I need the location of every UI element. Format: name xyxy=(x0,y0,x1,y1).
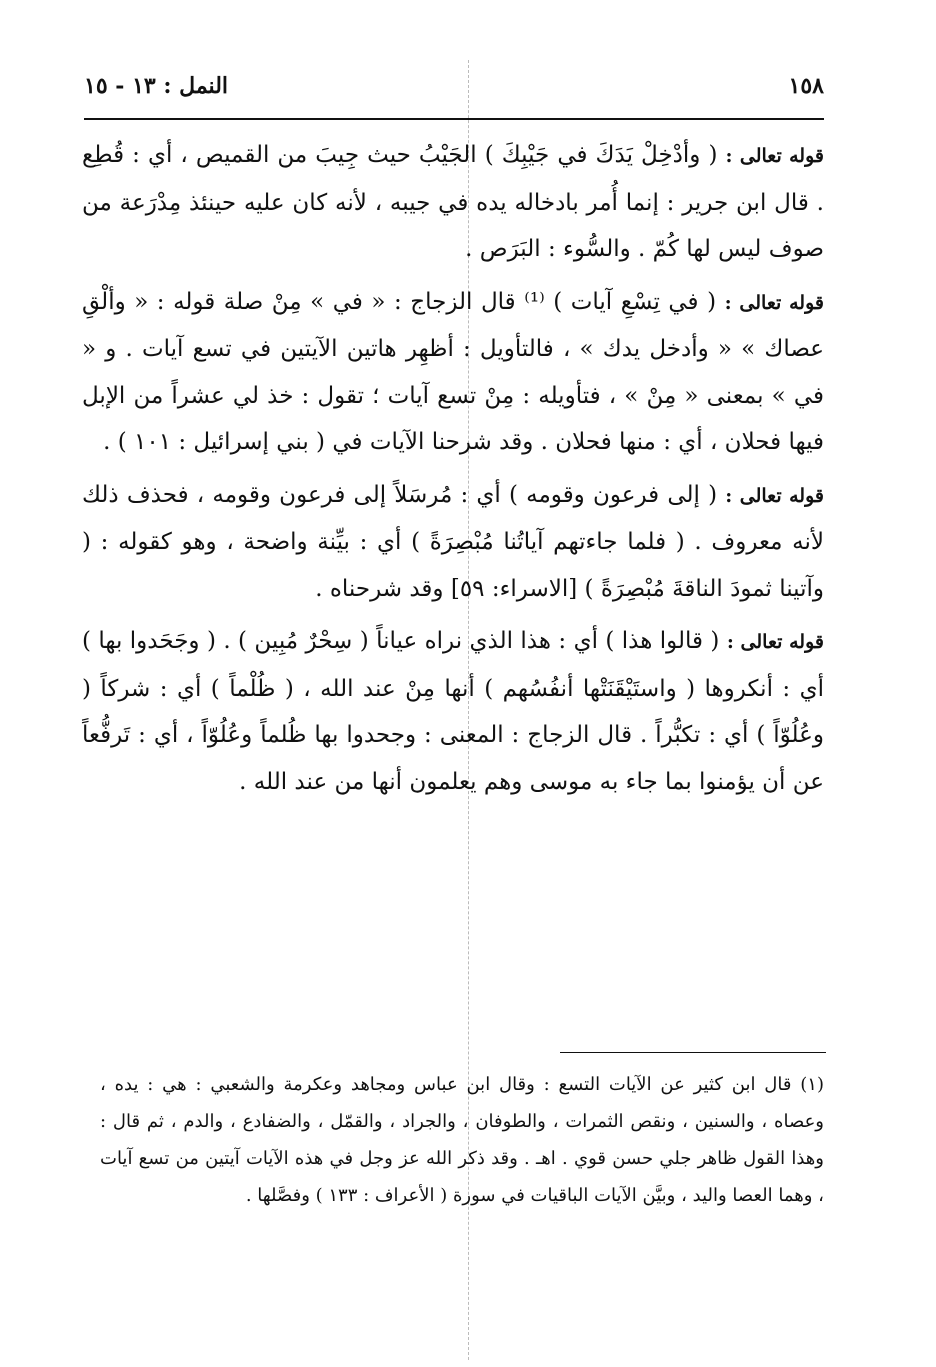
paragraph-4 xyxy=(82,618,824,805)
running-title: النمل : ١٣ - ١٥ xyxy=(84,73,229,99)
paragraph-text: ( قالوا هذا ) أي : هذا الذي نراه عياناً ( سِحْرٌ مُبِين ) . ( وجَحَدوا بها ) أي : أنكروها ( واستَيْقَنَتْها أنفُسُهم ) أنها مِنْ عند الله ، ( ظُلْماً ) أي : شركاً ( وعُلُوّاً ) أي : تكبُّراً . قال الزجاج : المعنى : وجحدوا بها ظُلماً وعُلُوّاً ، أي : تَرفُّعاً عن أن يؤمنوا بما جاء به موسى وهم يعلمون أنها من عند الله . xyxy=(82,628,824,795)
paragraph-lead: قوله تعالى : xyxy=(725,484,824,507)
paragraph-text: ( وأدْخِلْ يَدَكَ في جَيْبِكَ ) الجَيْبُ حيث جِيبَ من القميص ، أي : قُطِع . قال ابن جرير : إنما أُمر بادخاله يده في جيبه ، لأنه كان عليه حينئذ مِدْرَعة من صوف ليس لها كُمّ . والسُّوء : البَرَص . xyxy=(82,142,824,262)
paragraph-text: ( في تِسْعِ آيات ) ⁽¹⁾ قال الزجاج : « في » مِنْ صلة قوله : « وألْقِ عصاك » « وأدخل يدك » ، فالتأويل : أظهِر هاتين الآيتين في تسع آيات . و « في » بمعنى « مِنْ » ، فتأويله : مِنْ تسع آيات ؛ تقول : خذ لي عشراً من الإبل فيها فحلان ، أي : منها فحلان . وقد شرحنا الآيات في ( بني إسرائيل : ١٠١ ) . xyxy=(82,288,824,455)
footnote: (١) قال ابن كثير عن الآيات التسع : وقال ابن عباس ومجاهد وعكرمة والشعبي : هي : يده ، وعصاه ، والسنين ، ونقص الثمرات ، والطوفان ، والجراد ، والقمّل ، والضفادع ، والدم ، ثم قال : وهذا القول ظاهر جلي حسن قوي . اهـ . وقد ذكر الله عز وجل في هذه الآيات آيتين من تسع آيات ، وهما العصا واليد ، وبيَّن الآيات الباقيات في سورة ( الأعراف : ١٣٣ ) وفصَّلها . xyxy=(100,1074,824,1206)
paragraph-1 xyxy=(82,132,824,273)
footnote-rule xyxy=(560,1052,826,1053)
page-header xyxy=(84,66,824,106)
paragraph-lead: قوله تعالى : xyxy=(724,291,824,314)
main-text xyxy=(82,132,824,811)
paragraph-3 xyxy=(82,472,824,613)
header-rule xyxy=(84,118,824,120)
paragraph-lead: قوله تعالى : xyxy=(726,631,824,653)
page-number: ١٥٨ xyxy=(788,73,824,99)
paragraph-2 xyxy=(82,279,824,466)
paragraph-lead: قوله تعالى : xyxy=(725,145,824,167)
paragraph-text: ( إلى فرعون وقومه ) أي : مُرسَلاً إلى فرعون وقومه ، فحذف ذلك لأنه معروف . ( فلما جاءتهم آياتُنا مُبْصِرَةً ) أي : بيِّنة واضحة ، وهو كقوله : ( وآتينا ثمودَ الناقةَ مُبْصِرَةً ) [الاسراء: ٥٩] وقد شرحناه . xyxy=(82,481,824,602)
